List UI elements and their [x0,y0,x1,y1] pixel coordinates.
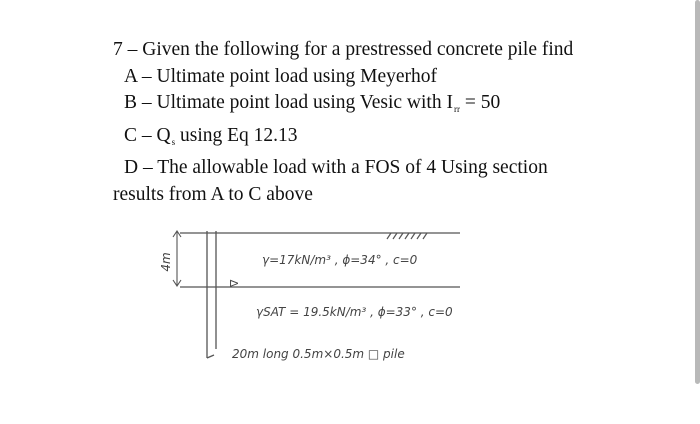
pile-outline [207,231,216,358]
item-d-continued: results from A to C above [113,183,313,205]
scrollbar[interactable] [695,0,700,384]
item-b-subscript: rr [453,104,460,114]
layer2-properties: γSAT = 19.5kN/m³ , ϕ=33° , c=0 [256,305,453,319]
depth-dimension [173,231,181,286]
item-a: A – Ultimate point load using Meyerhof [124,65,438,87]
item-c-rest: using Eq 12.13 [175,124,298,146]
item-b-value: = 50 [459,92,501,113]
item-c-subscript: s [171,136,176,147]
item-b-text: B – Ultimate point load using Vesic with I [124,92,453,113]
problem-heading: 7 – Given the following for a prestressed concrete pile find [113,39,574,60]
item-d: D – The allowable load with a FOS of 4 Using section [124,157,548,178]
pile-description: 20m long 0.5m×0.5m □ pile [232,347,405,361]
item-c-text: C – Q [124,124,171,146]
water-table-icon: ∇ [228,279,241,287]
depth-label: 4m [159,252,173,272]
ground-surface [180,233,460,239]
layer1-properties: γ=17kN/m³ , ϕ=34° , c=0 [262,253,418,267]
